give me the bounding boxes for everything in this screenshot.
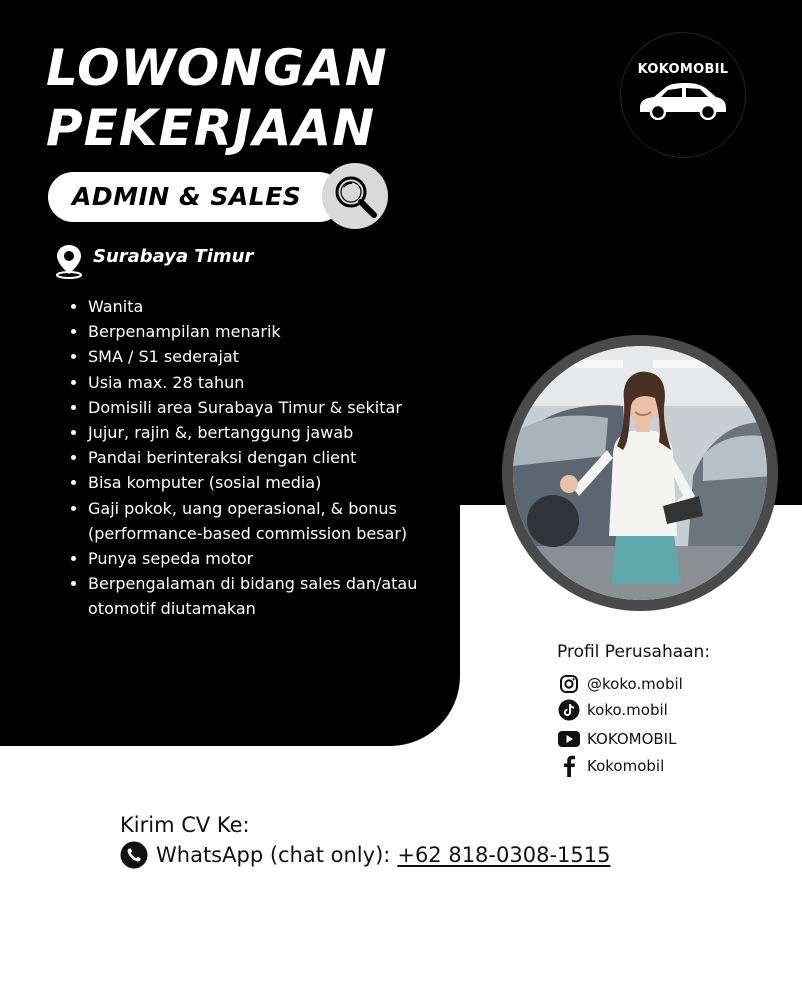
- whatsapp-number-link[interactable]: +62 818-0308-1515: [397, 843, 611, 867]
- tiktok-row[interactable]: [557, 699, 668, 721]
- car-icon: [636, 78, 730, 120]
- location-pin-icon: [55, 243, 85, 279]
- logo-wordmark: KOKOMOBIL: [637, 62, 729, 77]
- saleswoman-illustration: [513, 346, 767, 600]
- search-icon: [322, 163, 388, 229]
- instagram-icon: [557, 673, 581, 695]
- list-item: • Usia max. 28 tahun: [88, 370, 448, 395]
- facebook-icon: [557, 755, 581, 777]
- page-title: [46, 38, 388, 158]
- list-item: • Gaji pokok, uang operasional, & bonus (performance-based commission besar): [88, 496, 448, 546]
- title-line-1: LOWONGAN: [46, 39, 388, 97]
- whatsapp-label: WhatsApp (chat only):: [156, 843, 391, 867]
- list-item: • Berpenampilan menarik: [88, 319, 448, 344]
- youtube-channel: KOKOMOBIL: [587, 730, 677, 748]
- youtube-row[interactable]: [557, 728, 676, 750]
- phone-icon: [120, 841, 148, 869]
- position-label: ADMIN & SALES: [72, 182, 302, 211]
- facebook-page: Kokomobil: [587, 757, 665, 775]
- list-item: • Punya sepeda motor: [88, 546, 448, 571]
- cv-title: Kirim CV Ke:: [120, 813, 250, 837]
- whatsapp-row: [120, 841, 610, 869]
- saleswoman-photo: [513, 346, 767, 600]
- list-item: • Domisili area Surabaya Timur & sekitar: [88, 395, 448, 420]
- instagram-handle: @koko.mobil: [587, 675, 683, 693]
- search-badge: [322, 163, 388, 229]
- list-item: • Berpengalaman di bidang sales dan/atau otomotif diutamakan: [88, 571, 448, 621]
- facebook-row[interactable]: [557, 755, 664, 777]
- youtube-icon: [557, 728, 581, 750]
- instagram-row[interactable]: [557, 673, 683, 695]
- list-item: • Wanita: [88, 294, 448, 319]
- list-item: • Pandai berinteraksi dengan client: [88, 445, 448, 470]
- tiktok-icon: [557, 699, 581, 721]
- requirements-list: [72, 294, 448, 622]
- profile-title: Profil Perusahaan:: [557, 642, 711, 662]
- location-label: Surabaya Timur: [93, 246, 254, 267]
- tiktok-handle: koko.mobil: [587, 701, 668, 719]
- title-line-2: PEKERJAAN: [46, 99, 376, 157]
- list-item: • SMA / S1 sederajat: [88, 344, 448, 369]
- list-item: • Jujur, rajin &, bertanggung jawab: [88, 420, 448, 445]
- list-item: • Bisa komputer (sosial media): [88, 470, 448, 495]
